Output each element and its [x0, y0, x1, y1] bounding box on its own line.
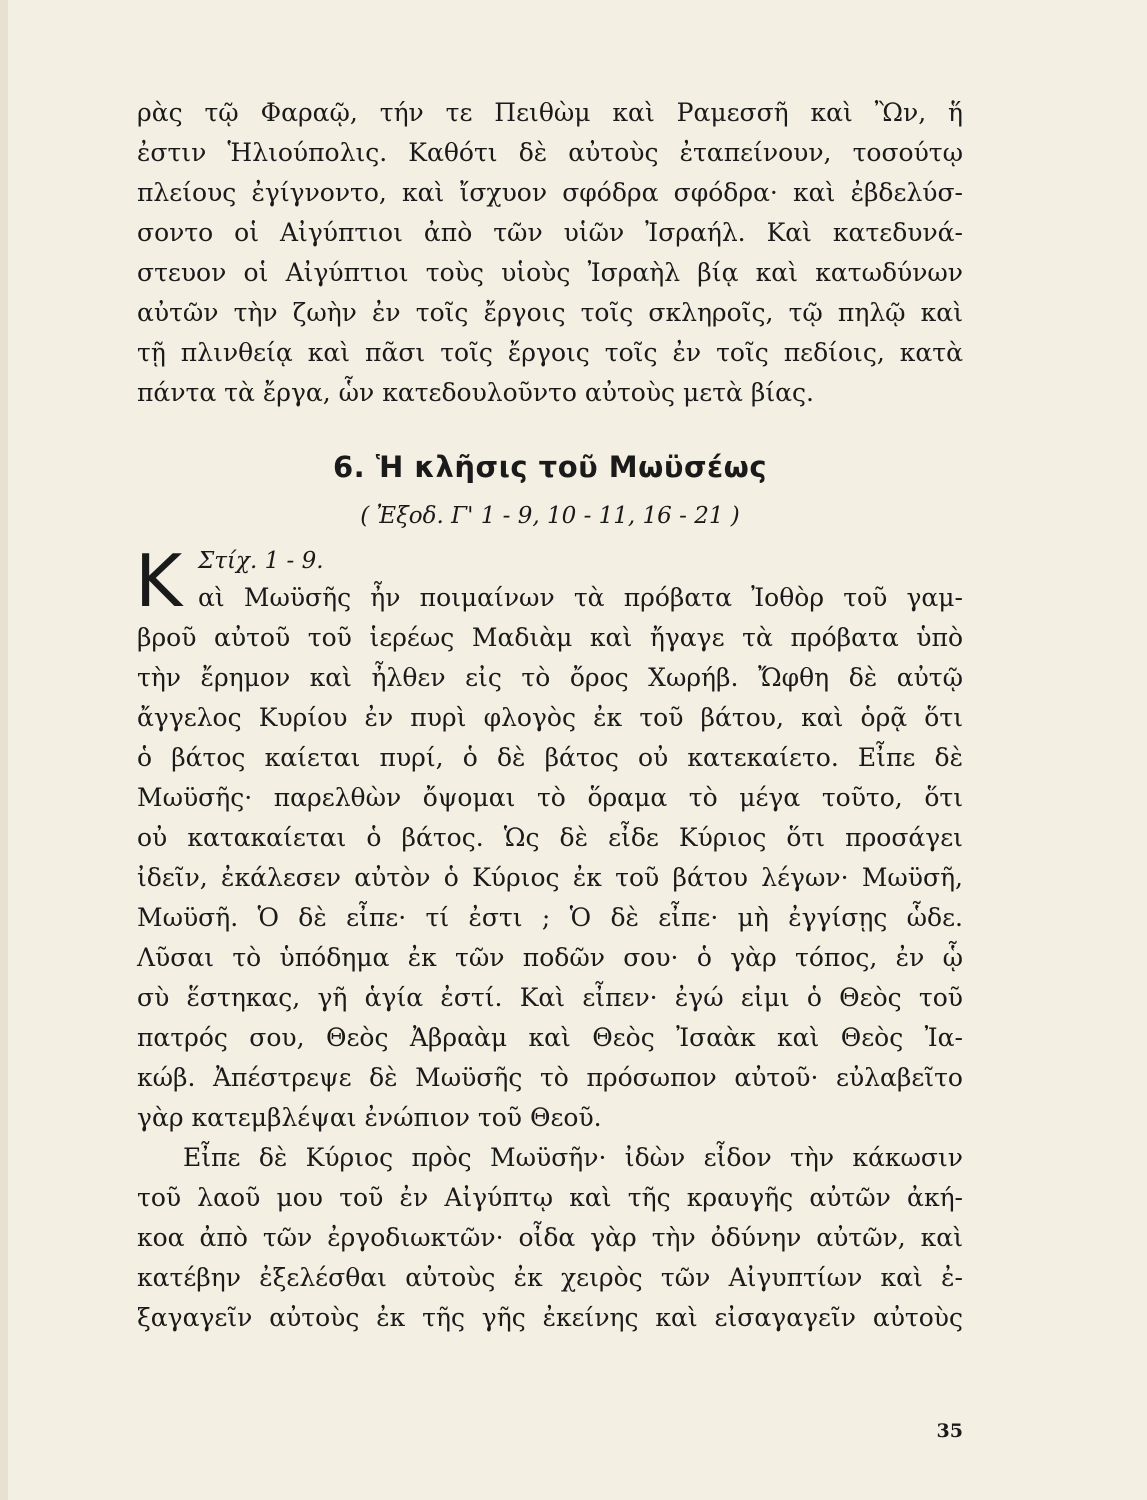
text-line: αὐτῶν τὴν ζωὴν ἐν τοῖς ἔργοις τοῖς σκληροῖς, τῷ πηλῷ καὶ — [137, 298, 963, 327]
text-line: ὁ βάτος καίεται πυρί, ὁ δὲ βάτος οὐ κατεκαίετο. Εἶπε δὲ — [137, 743, 963, 772]
text-line: Μωϋσῆς· παρελθὼν ὄψομαι τὸ ὅραμα τὸ μέγα τοῦτο, ὅτι — [137, 783, 963, 812]
text-line: σὺ ἕστηκας, γῆ ἁγία ἐστί. Καὶ εἶπεν· ἐγώ εἰμι ὁ Θεὸς τοῦ — [137, 983, 963, 1012]
text-line: Λῦσαι τὸ ὑπόδημα ἐκ τῶν ποδῶν σου· ὁ γὰρ τόπος, ἐν ᾧ — [137, 943, 963, 972]
text-line: τὴν ἔρημον καὶ ἦλθεν εἰς τὸ ὄρος Χωρήβ. Ὤφθη δὲ αὐτῷ — [137, 663, 963, 692]
text-line: πατρός σου, Θεὸς Ἀβραὰμ καὶ Θεὸς Ἰσαὰκ καὶ Θεὸς Ἰα- — [137, 1023, 963, 1052]
text-line: ἐστιν Ἡλιούπολις. Καθότι δὲ αὐτοὺς ἐταπείνουν, τοσούτῳ — [137, 138, 963, 167]
text-line: κώβ. Ἀπέστρεψε δὲ Μωϋσῆς τὸ πρόσωπον αὐτοῦ· εὐλαβεῖτο — [137, 1063, 963, 1092]
section-heading: 6. Ἡ κλῆσις τοῦ Μωϋσέως — [332, 450, 768, 484]
text-line: κοα ἀπὸ τῶν ἐργοδιωκτῶν· οἶδα γὰρ τὴν ὀδύνην αὐτῶν, καὶ — [137, 1223, 963, 1252]
text-line: γὰρ κατεμβλέψαι ἐνώπιον τοῦ Θεοῦ. — [137, 1103, 602, 1132]
text-line: ρὰς τῷ Φαραῷ, τήν τε Πειθὼμ καὶ Ραμεσσῆ καὶ Ὢν, ἥ — [137, 98, 963, 127]
text-line: πλείους ἐγίγνοντο, καὶ ἴσχυον σφόδρα σφόδρα· καὶ ἐβδελύσ- — [137, 178, 963, 207]
text-line: ἰδεῖν, ἐκάλεσεν αὐτὸν ὁ Κύριος ἐκ τοῦ βάτου λέγων· Μωϋσῆ, — [137, 863, 963, 892]
text-line: βροῦ αὐτοῦ τοῦ ἱερέως Μαδιὰμ καὶ ἤγαγε τὰ πρόβατα ὑπὸ — [137, 623, 963, 652]
drop-cap: Κ — [135, 539, 183, 623]
verse-reference: Στίχ. 1 - 9. — [198, 548, 324, 574]
text-line: στευον οἱ Αἰγύπτιοι τοὺς υἱοὺς Ἰσραὴλ βίᾳ καὶ κατωδύνων — [137, 258, 963, 287]
text-line: οὐ κατακαίεται ὁ βάτος. Ὡς δὲ εἶδε Κύριος ὅτι προσάγει — [137, 823, 963, 852]
text-line: ἄγγελος Κυρίου ἐν πυρὶ φλογὸς ἐκ τοῦ βάτου, καὶ ὁρᾷ ὅτι — [137, 703, 963, 732]
text-line: κατέβην ἐξελέσθαι αὐτοὺς ἐκ χειρὸς τῶν Αἰγυπτίων καὶ ἐ- — [137, 1263, 963, 1292]
text-line: πάντα τὰ ἔργα, ὧν κατεδουλοῦντο αὐτοὺς μετὰ βίας. — [137, 378, 814, 407]
page-number: 35 — [936, 1420, 963, 1442]
text-line: Εἶπε δὲ Κύριος πρὸς Μωϋσῆν· ἰδὼν εἶδον τὴν κάκωσιν — [183, 1143, 963, 1172]
text-line: τῇ πλινθείᾳ καὶ πᾶσι τοῖς ἔργοις τοῖς ἐν τοῖς πεδίοις, κατὰ — [137, 338, 963, 367]
text-line: αὶ Μωϋσῆς ἦν ποιμαίνων τὰ πρόβατα Ἰοθὸρ τοῦ γαμ- — [198, 583, 963, 612]
text-line: τοῦ λαοῦ μου τοῦ ἐν Αἰγύπτῳ καὶ τῆς κραυγῆς αὐτῶν ἀκή- — [137, 1183, 963, 1212]
section-reference: ( Ἐξοδ. Γ' 1 - 9, 10 - 11, 16 - 21 ) — [360, 503, 740, 529]
text-line: σοντο οἱ Αἰγύπτιοι ἀπὸ τῶν υἱῶν Ἰσραήλ. Καὶ κατεδυνά- — [137, 218, 963, 247]
text-line: Μωϋσῆ. Ὁ δὲ εἶπε· τί ἐστι ; Ὁ δὲ εἶπε· μὴ ἐγγίσῃς ὧδε. — [137, 903, 963, 932]
text-line: ξαγαγεῖν αὐτοὺς ἐκ τῆς γῆς ἐκείνης καὶ εἰσαγαγεῖν αὐτοὺς — [137, 1303, 963, 1332]
